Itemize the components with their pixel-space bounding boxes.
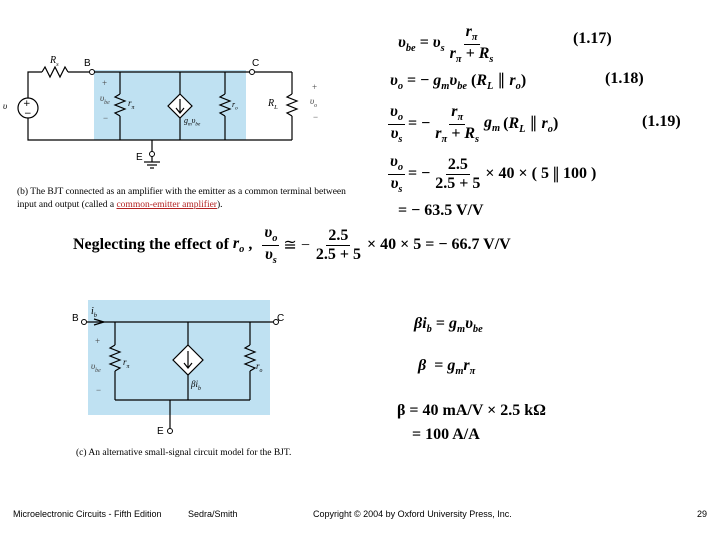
voltage-source-symbol: [18, 98, 38, 119]
beta-eq-4: = 100 A/A: [412, 426, 480, 443]
vbe-c-label: $\upsilon_{be}$: [91, 361, 101, 374]
ib-label: $i_b$: [91, 306, 98, 319]
eq-1-19-tag: (1.19): [642, 113, 681, 130]
eq-numeric: $\frac{\upsilon_o}{\upsilon_s}$ = − $\frac{2.5}{2.5 + 5}$ × 40 × ( 5 ∥ 100 ): [390, 153, 597, 195]
eq-1-17-tag: (1.17): [573, 30, 612, 47]
node-b-c-label: B: [72, 313, 79, 324]
rs-label: $R_s$: [50, 55, 59, 68]
vbe-c-plus: +: [95, 336, 101, 346]
footer-page-number: 29: [697, 509, 708, 519]
rl-resistor: [287, 94, 297, 116]
vbe-label: $\upsilon_{be}$: [100, 93, 110, 106]
circuit-c-diagram: [70, 300, 300, 440]
rs-resistor: [42, 67, 68, 77]
node-e-label: E: [136, 152, 143, 163]
ro-c-label: $r_o$: [256, 361, 263, 374]
node-c-label: C: [252, 58, 260, 69]
common-emitter-link[interactable]: common-emitter amplifier: [116, 199, 217, 210]
node-e-c-terminal: [168, 429, 173, 434]
node-e-terminal: [150, 152, 155, 157]
eq-1-18-tag: (1.18): [605, 70, 644, 87]
eq-1-19: $\frac{\upsilon_o}{\upsilon_s}$ = − $\frac{r_\pi}{r_\pi + R_s}$ $g_m$ ($R_L$ ∥ $r_o$): [390, 103, 559, 145]
ro-label: $r_o$: [232, 100, 238, 112]
node-c-c-label: C: [277, 313, 285, 324]
vo-minus: −: [313, 112, 319, 122]
vo-plus: +: [312, 82, 318, 92]
node-b-terminal: [90, 70, 95, 75]
gm-vbe-label: $g_m\upsilon_{be}$: [184, 116, 201, 128]
beta-ib-label: $\beta i_b$: [191, 379, 201, 392]
vs-label: υ: [3, 101, 8, 111]
neglect-equation: Neglecting the effect of $r_o$ , $\frac{\upsilon_o}{\upsilon_s}$ ≅ − $\frac{2.5}{2.5 + 5}$ × 40 × 5 = − 66.7 V/V: [73, 224, 511, 266]
svg-text:+: +: [23, 99, 31, 109]
figure-b-caption: (b) The BJT connected as an amplifier with the emitter as a common terminal between input and output (called a common-emitter amplifier).: [17, 187, 346, 210]
beta-eq-2: $\beta = g_mr_\pi$: [418, 357, 476, 378]
node-e-c-label: E: [157, 426, 164, 437]
eq-1-18: $\upsilon_o$ = − $g_m\upsilon_{be}$ ($R_L$ ∥ $r_o$): [390, 72, 527, 93]
circuit-b-diagram: [0, 50, 335, 180]
ground-symbol: [144, 162, 160, 168]
vbe-minus: −: [103, 113, 109, 123]
node-b-c-terminal: [82, 320, 87, 325]
rl-label: $R_L$: [268, 98, 278, 111]
vo-label: $\upsilon_o$: [310, 96, 318, 109]
rpi-c-label: $r_\pi$: [123, 357, 130, 370]
eq-1-17: $\upsilon_{be} = \upsilon_s$ $\frac{r_\pi}{r_\pi + R_s}$: [398, 23, 494, 65]
node-b-label: B: [84, 58, 91, 69]
footer-book-title: Microelectronic Circuits - Fifth Edition: [13, 509, 162, 519]
footer-copyright: Copyright © 2004 by Oxford University Press, Inc.: [313, 509, 512, 519]
beta-eq-3: β = 40 mA/V × 2.5 kΩ: [397, 402, 546, 419]
rpi-label: $r_\pi$: [128, 98, 135, 111]
vbe-plus: +: [102, 78, 108, 88]
beta-eq-1: $\beta i_b = g_m\upsilon_{be}$: [414, 315, 483, 336]
node-c-terminal: [250, 70, 255, 75]
vbe-c-minus: −: [96, 385, 102, 395]
eq-numeric-result: = − 63.5 V/V: [398, 202, 484, 219]
svg-text:−: −: [24, 109, 32, 119]
figure-c-caption: (c) An alternative small-signal circuit model for the BJT.: [76, 448, 292, 458]
footer-authors: Sedra/Smith: [188, 509, 238, 519]
